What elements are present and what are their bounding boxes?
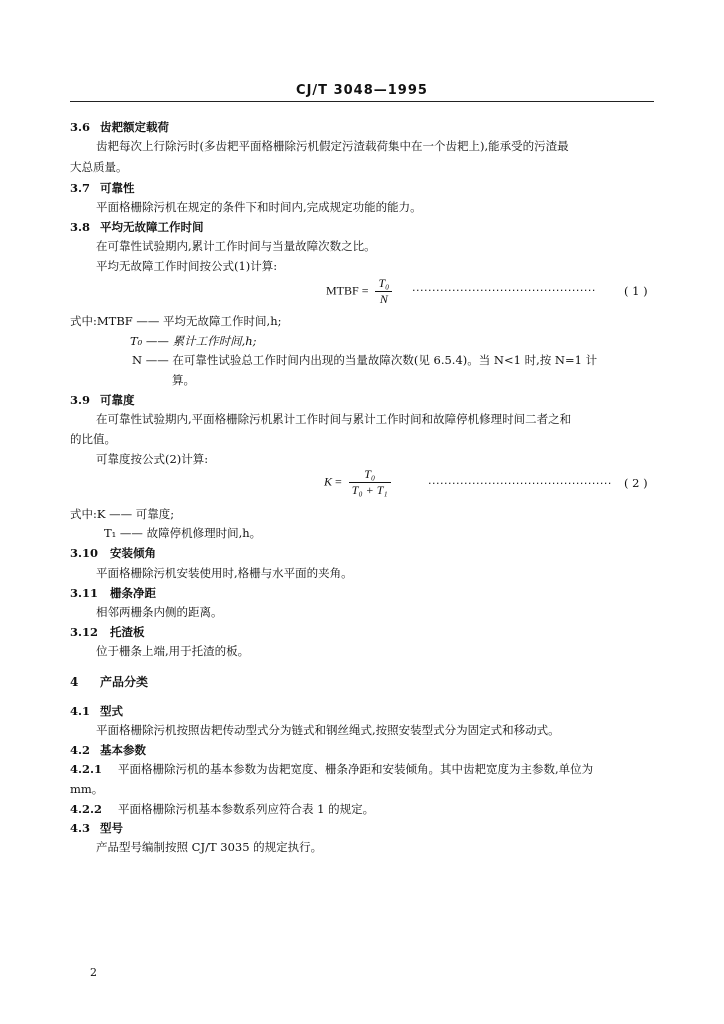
section-number: 4.2.2	[70, 802, 103, 816]
paragraph-line: 的比值。	[70, 432, 116, 446]
section-3-8-heading	[70, 219, 204, 235]
section-title: 平均无故障工作时间	[100, 220, 204, 234]
section-title: 栅条净距	[110, 586, 156, 600]
section-number: 3.8	[70, 220, 91, 234]
section-number: 4.1	[70, 704, 91, 718]
fraction-numerator: T₀	[375, 276, 392, 292]
paragraph-line: 在可靠性试验期内,平面格栅除污机累计工作时间与累计工作时间和故障停机修理时间二者之和	[96, 412, 572, 426]
formula-1	[326, 276, 396, 307]
section-number: 3.11	[70, 586, 99, 600]
where-line: N —— 在可靠性试验总工作时间内出现的当量故障次数(见 6.5.4)。当 N<1 时,按 N=1 计	[132, 353, 598, 367]
header-rule	[70, 101, 654, 102]
section-4-2-2-line	[70, 801, 374, 817]
paragraph-line: mm。	[70, 782, 104, 796]
section-number: 3.9	[70, 393, 91, 407]
section-title: 齿耙额定载荷	[100, 120, 169, 134]
section-title: 托渣板	[110, 625, 145, 639]
fraction-denominator: T₀ + T₁	[351, 483, 388, 497]
section-number: 4	[70, 675, 79, 689]
standard-code-header: CJ/T 3048—1995	[296, 83, 428, 98]
formula-leader-dots: ··············································	[412, 284, 596, 297]
paragraph-line: 可靠度按公式(2)计算:	[96, 452, 209, 466]
paragraph-line: 产品型号编制按照 CJ/T 3035 的规定执行。	[96, 840, 323, 854]
paragraph-line: 相邻两栅条内侧的距离。	[96, 605, 223, 619]
formula-leader-dots: ··············································	[428, 477, 612, 490]
paragraph-line: 齿耙每次上行除污时(多齿耙平面格栅除污机假定污渣载荷集中在一个齿耙上),能承受的污渣最	[96, 139, 569, 153]
formula-2	[324, 467, 395, 498]
where-line: 算。	[172, 373, 195, 387]
where-line: 式中:K —— 可靠度;	[70, 507, 175, 521]
formula-equals: =	[335, 474, 342, 489]
section-3-10-heading	[70, 545, 156, 561]
section-title: 型式	[100, 704, 123, 718]
where-line: 式中:MTBF —— 平均无故障工作时间,h;	[70, 314, 282, 328]
formula-lhs: MTBF	[326, 283, 359, 298]
section-4-heading	[70, 674, 148, 690]
section-3-9-heading	[70, 392, 135, 408]
section-4-2-1-line	[70, 761, 593, 777]
section-3-6-heading	[70, 119, 169, 135]
section-title: 产品分类	[100, 675, 149, 689]
paragraph-line: 平面格栅除污机安装使用时,格栅与水平面的夹角。	[96, 566, 353, 580]
paragraph-line: 在可靠性试验期内,累计工作时间与当量故障次数之比。	[96, 239, 376, 253]
section-4-3-heading	[70, 820, 123, 836]
section-3-7-heading	[70, 180, 135, 196]
section-number: 3.6	[70, 120, 91, 134]
page-number: 2	[90, 966, 97, 979]
section-4-2-heading	[70, 742, 146, 758]
paragraph-line: 位于栅条上端,用于托渣的板。	[96, 644, 250, 658]
paragraph-line: 大总质量。	[70, 160, 128, 174]
paragraph-line: 平面格栅除污机在规定的条件下和时间内,完成规定功能的能力。	[96, 200, 422, 214]
section-title: 可靠度	[100, 393, 135, 407]
section-title: 可靠性	[100, 181, 135, 195]
section-number: 4.2.1	[70, 762, 103, 776]
where-line: T₀ —— 累计工作时间,h;	[130, 334, 257, 348]
formula-lhs: K	[324, 474, 333, 489]
formula-fraction	[349, 467, 391, 498]
section-number: 3.10	[70, 546, 99, 560]
formula-number: ( 1 )	[624, 284, 648, 298]
where-line: T₁ —— 故障停机修理时间,h。	[104, 526, 262, 540]
fraction-denominator: N	[379, 292, 388, 306]
section-number: 3.12	[70, 625, 99, 639]
formula-number: ( 2 )	[624, 476, 648, 490]
formula-fraction	[375, 276, 392, 307]
section-4-1-heading	[70, 703, 123, 719]
section-title: 基本参数	[100, 743, 146, 757]
section-3-12-heading	[70, 624, 145, 640]
section-3-11-heading	[70, 585, 156, 601]
section-number: 3.7	[70, 181, 91, 195]
fraction-numerator: T₀	[349, 467, 391, 483]
paragraph-line: 平均无故障工作时间按公式(1)计算:	[96, 259, 278, 273]
paragraph-text: 平面格栅除污机的基本参数为齿耙宽度、栅条净距和安装倾角。其中齿耙宽度为主参数,单位为	[118, 762, 594, 776]
paragraph-line: 平面格栅除污机按照齿耙传动型式分为链式和钢丝绳式,按照安装型式分为固定式和移动式。	[96, 723, 560, 737]
section-number: 4.2	[70, 743, 91, 757]
section-number: 4.3	[70, 821, 91, 835]
formula-equals: =	[361, 283, 369, 298]
section-title: 型号	[100, 821, 123, 835]
paragraph-text: 平面格栅除污机基本参数系列应符合表 1 的规定。	[118, 802, 375, 816]
section-title: 安装倾角	[110, 546, 156, 560]
